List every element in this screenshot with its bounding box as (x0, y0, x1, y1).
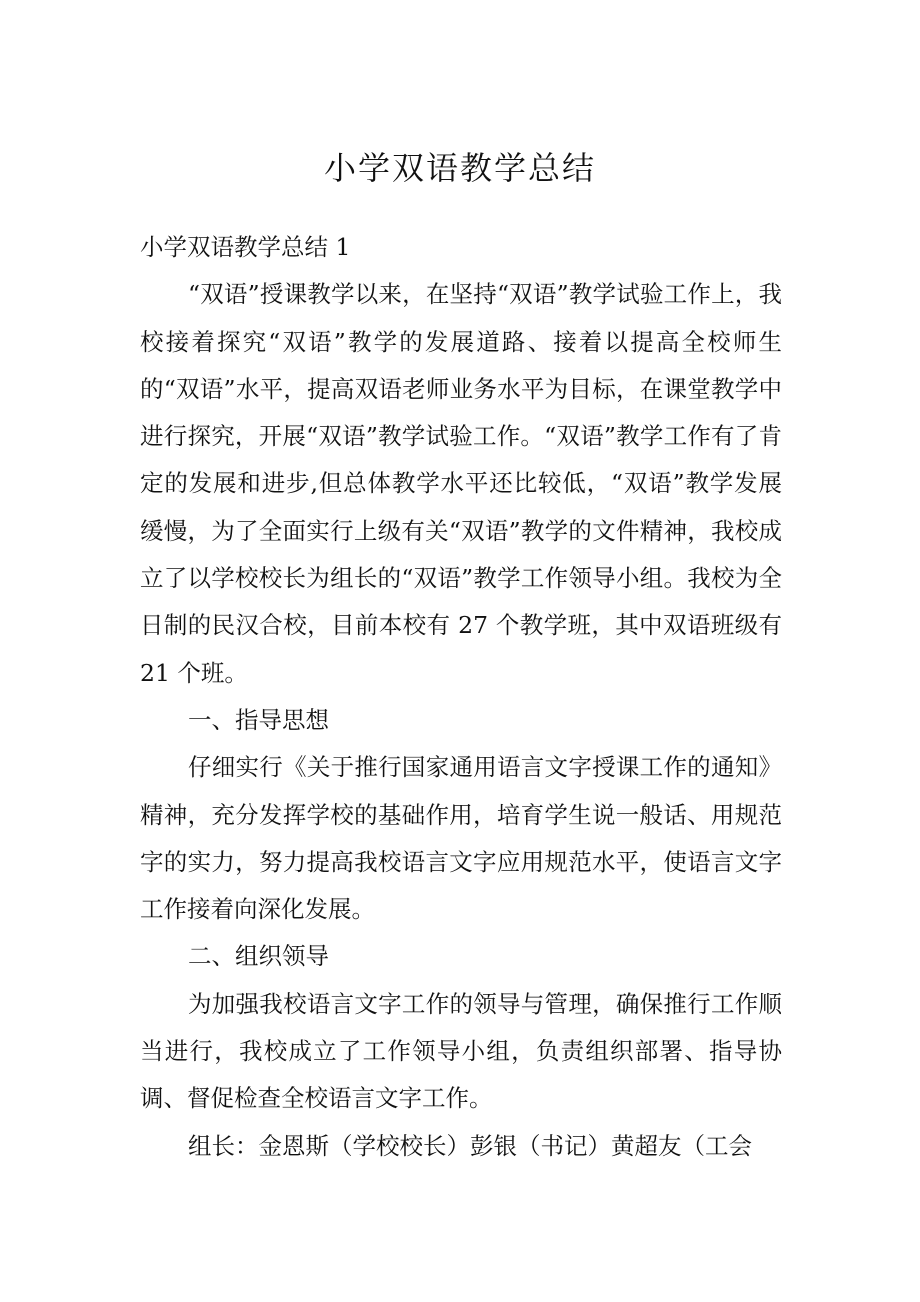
paragraph-organization: 为加强我校语言文字工作的领导与管理，确保推行工作顺当进行，我校成立了工作领导小组，负责组织部署、指导协调、督促检查全校语言文字工作。 (140, 989, 782, 1113)
heading-guiding-ideology: 一、指导思想 (188, 705, 329, 734)
paragraph-intro: “双语”授课教学以来，在坚持“双语”教学试验工作上，我校接着探究“双语”教学的发展道路、接着以提高全校师生的“双语”水平，提高双语老师业务水平为目标，在课堂教学中进行探究，开展“双语”教学试验工作。“双语”教学工作有了肯定的发展和进步,但总体教学水平还比较低，“双语”教学发展缓慢，为了全面实行上级有关“双语”教学的文件精神，我校成立了以学校校长为组长的“双语”教学工作领导小组。我校为全日制的民汉合校，目前本校有 27 个教学班，其中双语班级有 21 个班。 (140, 280, 782, 687)
heading-organization: 二、组织领导 (188, 942, 329, 971)
paragraph-team-leaders: 组长：金恩斯（学校校长）彭银（书记）黄超友（工会 (188, 1131, 752, 1160)
section-subtitle: 小学双语教学总结 1 (140, 233, 351, 261)
document-body (140, 224, 782, 1170)
document-title: 小学双语教学总结 (323, 149, 596, 187)
paragraph-guiding-ideology: 仔细实行《关于推行国家通用语言文字授课工作的通知》精神，充分发挥学校的基础作用，培育学生说一般话、用规范字的实力，努力提高我校语言文字应用规范水平，使语言文字工作接着向深化发展。 (140, 753, 782, 924)
